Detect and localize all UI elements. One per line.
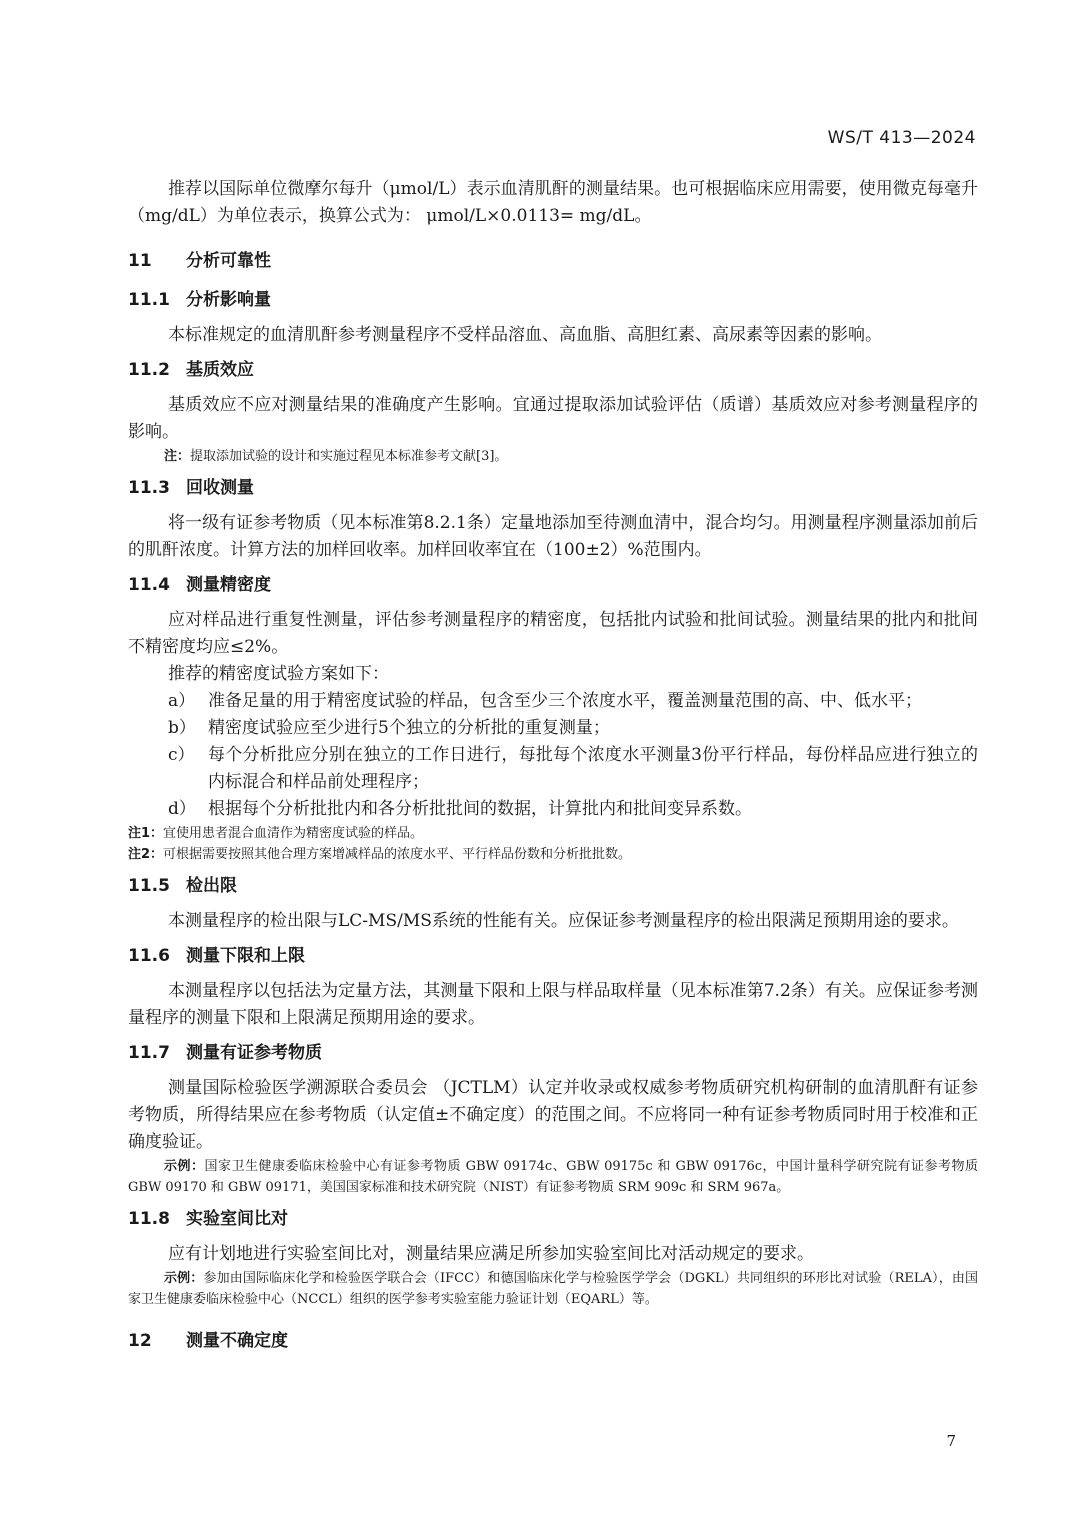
section-title: 实验室间比对 xyxy=(186,1209,288,1229)
paragraph: 测量国际检验医学溯源联合委员会 （JCTLM）认定并收录或权威参考物质研究机构研制的血清肌酐有证参考物质，所得结果应在参考物质（认定值±不确定度）的范围之间。不应将同一种有证参考物质同时用于校准和正确度验证。 xyxy=(128,1078,978,1152)
section-title: 测量精密度 xyxy=(186,575,271,595)
paragraph: 本标准规定的血清肌酐参考测量程序不受样品溶血、高血脂、高胆红素、高尿素等因素的影响。 xyxy=(168,325,882,345)
note xyxy=(128,446,978,467)
section-11-6-heading xyxy=(128,943,978,970)
paragraph: 推荐的精密度试验方案如下： xyxy=(168,664,389,684)
list-marker: c） xyxy=(168,745,195,765)
example xyxy=(128,1156,978,1198)
section-title: 检出限 xyxy=(186,876,237,896)
note-text: 提取添加试验的设计和实施过程见本标准参考文献[3]。 xyxy=(190,449,508,464)
section-number: 12 xyxy=(128,1331,152,1351)
standard-code: WS/T 413—2024 xyxy=(827,128,976,148)
section-11-3-heading xyxy=(128,475,978,502)
list-text: 精密度试验应至少进行5个独立的分析批的重复测量； xyxy=(208,718,610,738)
list-item xyxy=(128,796,978,823)
paragraph: 基质效应不应对测量结果的准确度产生影响。宜通过提取添加试验评估（质谱）基质效应对参考测量程序的影响。 xyxy=(128,395,978,442)
section-12-heading xyxy=(128,1328,978,1355)
section-number: 11.5 xyxy=(128,876,170,896)
paragraph: 本测量程序以包括法为定量方法，其测量下限和上限与样品取样量（见本标准第7.2条）有关。应保证参考测量程序的测量下限和上限满足预期用途的要求。 xyxy=(128,981,978,1028)
note-label: 注1： xyxy=(128,826,164,841)
list-item xyxy=(128,715,978,742)
note xyxy=(128,823,978,844)
page-content xyxy=(128,176,978,1355)
example-text: 国家卫生健康委临床检验中心有证参考物质 GBW 09174c、GBW 09175c 和 GBW 09176c，中国计量科学研究院有证参考物质 GBW 09170 和 GBW 09171，美国国家标准和技术研究院（NIST）有证参考物质 SRM 909c 和 SRM 967a。 xyxy=(128,1159,978,1195)
section-number: 11.8 xyxy=(128,1209,170,1229)
section-number: 11.1 xyxy=(128,290,170,310)
list-text: 准备足量的用于精密度试验的样品，包含至少三个浓度水平，覆盖测量范围的高、中、低水平； xyxy=(208,691,922,711)
section-number: 11.6 xyxy=(128,946,170,966)
page-number: 7 xyxy=(946,1432,956,1450)
list-item xyxy=(128,688,978,715)
paragraph: 应有计划地进行实验室间比对，测量结果应满足所参加实验室间比对活动规定的要求。 xyxy=(168,1244,814,1264)
section-11-heading xyxy=(128,248,978,275)
note-text: 可根据需要按照其他合理方案增减样品的浓度水平、平行样品份数和分析批批数。 xyxy=(163,847,632,862)
section-11-8-heading xyxy=(128,1206,978,1233)
section-number: 11.3 xyxy=(128,478,170,498)
note-label: 注： xyxy=(164,449,191,464)
section-number: 11.7 xyxy=(128,1043,170,1063)
note xyxy=(128,844,978,865)
section-title: 测量下限和上限 xyxy=(186,946,305,966)
section-number: 11.4 xyxy=(128,575,170,595)
note-label: 注2： xyxy=(128,847,164,862)
section-title: 回收测量 xyxy=(186,478,254,498)
paragraph: 应对样品进行重复性测量，评估参考测量程序的精密度，包括批内试验和批间试验。测量结果的批内和批间不精密度均应≤2%。 xyxy=(128,610,978,657)
list-marker: b） xyxy=(168,718,196,738)
section-11-1-heading xyxy=(128,287,978,314)
list-marker: a） xyxy=(168,691,196,711)
section-11-7-heading xyxy=(128,1040,978,1067)
section-title: 分析影响量 xyxy=(186,290,271,310)
section-11-4-heading xyxy=(128,572,978,599)
list-text: 每个分析批应分别在独立的工作日进行，每批每个浓度水平测量3份平行样品，每份样品应进行独立的内标混合和样品前处理程序； xyxy=(208,745,978,792)
section-11-5-heading xyxy=(128,873,978,900)
list-marker: d） xyxy=(168,799,196,819)
list-item xyxy=(128,742,978,796)
section-11-2-heading xyxy=(128,357,978,384)
example-label: 示例： xyxy=(164,1271,204,1286)
section-title: 测量有证参考物质 xyxy=(186,1043,322,1063)
section-number: 11 xyxy=(128,251,152,271)
section-title: 测量不确定度 xyxy=(186,1331,288,1351)
section-title: 分析可靠性 xyxy=(186,251,271,271)
note-text: 宜使用患者混合血清作为精密度试验的样品。 xyxy=(163,826,424,841)
paragraph: 本测量程序的检出限与LC-MS/MS系统的性能有关。应保证参考测量程序的检出限满足预期用途的要求。 xyxy=(168,911,959,931)
list-text: 根据每个分析批批内和各分析批批间的数据，计算批内和批间变异系数。 xyxy=(208,799,752,819)
example-text: 参加由国际临床化学和检验医学联合会（IFCC）和德国临床化学与检验医学学会（DGKL）共同组织的环形比对试验（RELA），由国家卫生健康委临床检验中心（NCCL）组织的医学参考实验室能力验证计划（EQARL）等。 xyxy=(128,1271,978,1307)
section-number: 11.2 xyxy=(128,360,170,380)
example xyxy=(128,1268,978,1310)
paragraph: 将一级有证参考物质（见本标准第8.2.1条）定量地添加至待测血清中，混合均匀。用测量程序测量添加前后的肌酐浓度。计算方法的加样回收率。加样回收率宜在（100±2）%范围内。 xyxy=(128,513,978,560)
example-label: 示例： xyxy=(164,1159,205,1174)
section-title: 基质效应 xyxy=(186,360,254,380)
intro-paragraph: 推荐以国际单位微摩尔每升（μmol/L）表示血清肌酐的测量结果。也可根据临床应用需要，使用微克每毫升（mg/dL）为单位表示，换算公式为： μmol/L×0.0113= mg/dL。 xyxy=(128,179,978,226)
